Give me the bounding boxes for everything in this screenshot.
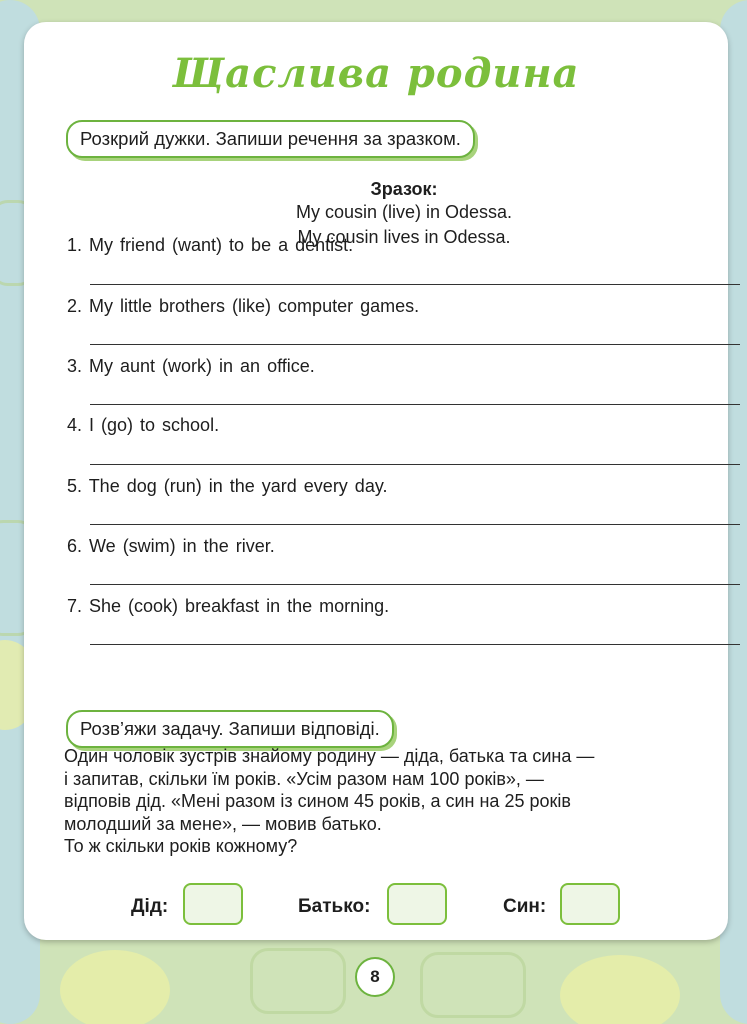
answer-line-5[interactable] bbox=[90, 524, 740, 525]
background-doodle bbox=[250, 948, 346, 1014]
father-answer-box[interactable] bbox=[387, 883, 447, 925]
page-title: Щаслива родина bbox=[172, 50, 580, 97]
grandfather-answer-box[interactable] bbox=[183, 883, 243, 925]
answer-line-7[interactable] bbox=[90, 644, 740, 645]
sample-sentence-original: My cousin (live) in Odessa. bbox=[295, 202, 513, 222]
sample-label: Зразок: bbox=[370, 179, 438, 199]
exercise-item-7: 7. She (cook) breakfast in the morning. bbox=[67, 596, 390, 616]
answer-line-6[interactable] bbox=[90, 584, 740, 585]
worksheet-card bbox=[24, 22, 728, 940]
problem-line: і запитав, скільки їм років. «Усім разом нам 100 років», — bbox=[64, 768, 544, 789]
task-1-instruction: Розкрий дужки. Запиши речення за зразком. bbox=[66, 120, 475, 158]
exercise-item-1: 1. My friend (want) to be a dentist. bbox=[67, 235, 354, 255]
page-number: 8 bbox=[355, 957, 395, 997]
son-label: Син: bbox=[503, 896, 547, 917]
exercise-item-4: 4. I (go) to school. bbox=[67, 415, 220, 435]
exercise-item-5: 5. The dog (run) in the yard every day. bbox=[67, 476, 388, 496]
exercise-item-6: 6. We (swim) in the river. bbox=[67, 536, 275, 556]
background-doodle bbox=[60, 950, 170, 1024]
task-2-instruction: Розв’яжи задачу. Запиши відповіді. bbox=[66, 710, 394, 748]
grandfather-label: Дід: bbox=[131, 896, 169, 917]
exercise-item-2: 2. My little brothers (like) computer games. bbox=[67, 296, 420, 316]
answer-line-2[interactable] bbox=[90, 344, 740, 345]
background-doodle bbox=[420, 952, 526, 1018]
problem-line: молодший за мене», — мовив батько. bbox=[64, 813, 382, 834]
problem-line: Один чоловік зустрів знайому родину — діда, батька та сина — bbox=[64, 746, 595, 766]
answer-line-3[interactable] bbox=[90, 404, 740, 405]
father-label: Батько: bbox=[298, 896, 371, 917]
background-doodle bbox=[560, 955, 680, 1024]
problem-line: То ж скільки років кожному? bbox=[64, 836, 298, 856]
son-answer-box[interactable] bbox=[560, 883, 620, 925]
answer-line-1[interactable] bbox=[90, 284, 740, 285]
word-problem bbox=[64, 745, 724, 858]
answer-line-4[interactable] bbox=[90, 464, 740, 465]
exercise-item-3: 3. My aunt (work) in an office. bbox=[67, 356, 315, 376]
problem-line: відповів дід. «Мені разом із сином 45 років, а син на 25 років bbox=[64, 791, 571, 811]
sample-sentence-answer: My cousin lives in Odessa. bbox=[297, 227, 511, 247]
